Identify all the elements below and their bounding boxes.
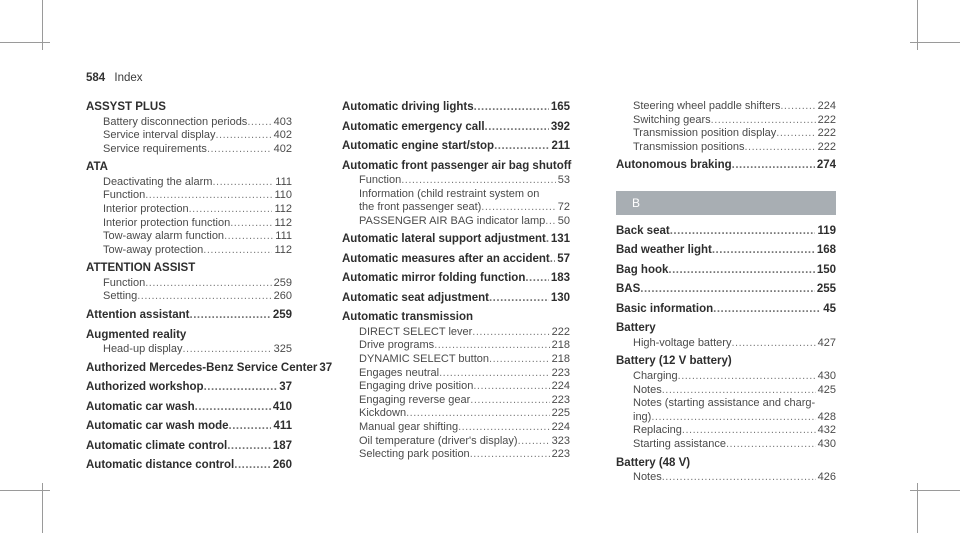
index-subentry[interactable] — [86, 116, 292, 130]
index-subentry[interactable] — [342, 353, 570, 367]
index-heading[interactable] — [86, 419, 292, 435]
index-column-3 — [616, 100, 836, 489]
leader-dots — [212, 176, 273, 190]
index-entry — [86, 328, 292, 357]
index-subentry-text: Head-up display — [103, 343, 183, 356]
index-heading-text: Automatic emergency call — [342, 120, 485, 133]
index-heading[interactable] — [86, 439, 292, 455]
index-heading[interactable] — [342, 139, 570, 155]
index-entry — [342, 310, 570, 461]
index-heading-text: ATTENTION ASSIST — [86, 262, 196, 275]
index-entry — [86, 439, 292, 455]
index-subentry-text: Transmission position display — [633, 127, 777, 140]
index-heading-text: ASSYST PLUS — [86, 101, 166, 113]
index-entry — [616, 321, 836, 350]
index-subentry[interactable] — [86, 230, 292, 244]
page-reference: 57 — [557, 252, 570, 265]
page-reference: 112 — [274, 202, 292, 215]
index-heading-text: Battery (48 V) — [616, 456, 691, 469]
index-subentry[interactable] — [616, 337, 836, 351]
index-subentry[interactable] — [616, 114, 836, 128]
index-subentry[interactable] — [86, 189, 292, 203]
index-heading[interactable] — [86, 400, 292, 416]
page-reference: 112 — [274, 243, 292, 256]
leader-dots — [711, 114, 816, 128]
index-entry — [616, 456, 836, 485]
leader-dots — [651, 411, 815, 425]
leader-dots — [189, 203, 273, 217]
leader-dots — [640, 282, 815, 298]
page-reference: 37 — [279, 381, 292, 394]
index-subentry[interactable] — [342, 326, 570, 340]
index-subentry[interactable] — [616, 100, 836, 114]
index-subentry-text: Setting — [103, 290, 138, 303]
page-reference: 425 — [817, 383, 836, 396]
index-heading[interactable] — [342, 291, 570, 307]
index-heading-text: Automatic engine start/stop — [342, 140, 495, 152]
index-subentry[interactable] — [616, 127, 836, 141]
index-subentry-text: Engages neutral — [359, 366, 440, 379]
page-reference: 260 — [273, 290, 292, 303]
index-subentry-text: Engaging reverse gear — [359, 393, 471, 406]
index-heading — [86, 160, 292, 176]
index-heading[interactable] — [616, 302, 836, 318]
page-reference: 224 — [817, 100, 836, 112]
page-reference: 427 — [817, 336, 836, 349]
index-subentry[interactable] — [342, 215, 570, 229]
index-heading[interactable] — [86, 308, 292, 324]
index-heading[interactable] — [342, 252, 570, 268]
page-reference: 323 — [551, 434, 570, 447]
page-reference: 110 — [274, 189, 292, 202]
entry-spacer — [616, 485, 836, 489]
index-subentry-text: High-voltage battery — [633, 336, 732, 349]
index-subentry[interactable] — [342, 435, 570, 449]
index-subentry-text: Kickdown — [359, 407, 407, 420]
index-heading-text: Automatic seat adjustment — [342, 291, 489, 304]
page-reference: 53 — [557, 174, 570, 186]
index-subentry[interactable] — [616, 141, 836, 155]
index-heading-text: Automatic climate control — [86, 439, 228, 452]
page-reference: 218 — [551, 339, 570, 352]
index-entry — [86, 308, 292, 324]
index-entry — [86, 458, 292, 474]
index-heading-text: Back seat — [616, 224, 670, 237]
crop-mark — [42, 0, 43, 50]
index-subentry[interactable] — [86, 277, 292, 291]
index-subentry[interactable] — [86, 129, 292, 143]
leader-dots — [401, 174, 556, 188]
index-subentry-text: Service requirements — [103, 142, 207, 155]
page-reference: 187 — [272, 439, 292, 452]
page-reference: 37 — [319, 361, 333, 374]
index-subentry-text: Drive programs — [359, 339, 435, 352]
index-heading-text: Authorized workshop — [86, 381, 204, 394]
page-reference: 430 — [817, 437, 836, 450]
index-subentry-text: PASSENGER AIR BAG indicator lamp — [359, 214, 546, 227]
index-subentry[interactable] — [616, 438, 836, 452]
leader-dots — [145, 189, 272, 203]
leader-dots — [234, 458, 271, 474]
index-heading[interactable] — [616, 224, 836, 240]
index-heading-text: BAS — [616, 283, 641, 296]
page-reference: 259 — [272, 309, 292, 322]
index-heading[interactable] — [342, 271, 570, 287]
index-subentry[interactable] — [342, 174, 570, 188]
page-number: 584 — [86, 72, 106, 84]
index-subentry[interactable] — [86, 176, 292, 190]
section-header: B — [616, 191, 836, 215]
index-subentry-text: DIRECT SELECT lever — [359, 325, 473, 338]
index-heading-text: Bag hook — [616, 263, 669, 276]
index-subentry-text: Function — [103, 189, 146, 202]
leader-dots — [434, 339, 549, 353]
index-heading — [86, 261, 292, 277]
page-reference: 223 — [551, 366, 570, 379]
page-reference: 222 — [817, 127, 836, 140]
page-reference: 45 — [823, 302, 836, 315]
page-reference: 211 — [551, 140, 570, 152]
leader-dots — [216, 129, 272, 143]
index-heading[interactable] — [616, 282, 836, 298]
index-subentry-text: Service interval display — [103, 129, 216, 142]
leader-dots — [406, 407, 550, 421]
index-heading-text: Automatic car wash mode — [86, 420, 229, 433]
page-reference: 119 — [817, 224, 836, 237]
index-heading-text: Automatic measures after an accident — [342, 252, 550, 265]
page-reference: 222 — [817, 113, 836, 126]
leader-dots — [473, 380, 549, 394]
index-subentry-text: Manual gear shifting — [359, 421, 459, 434]
index-entry — [86, 261, 292, 304]
index-heading[interactable] — [342, 120, 570, 136]
index-heading-text: Attention assistant — [86, 309, 190, 322]
index-subentry-text: Function — [103, 276, 146, 289]
leader-dots — [229, 419, 272, 435]
page-reference: 430 — [817, 369, 836, 382]
index-heading-text: Automatic lateral support adjustment — [342, 233, 546, 246]
page-reference: 112 — [274, 216, 292, 229]
page-reference: 165 — [550, 101, 570, 113]
leader-dots — [485, 120, 549, 136]
index-subentry[interactable] — [86, 244, 292, 258]
index-entry — [342, 100, 570, 116]
leader-dots — [195, 400, 271, 416]
index-entry — [86, 361, 333, 377]
leader-dots — [713, 302, 821, 318]
page-reference: 410 — [272, 400, 292, 413]
index-subentry-text: Starting assistance — [633, 437, 726, 450]
page-reference: 183 — [550, 272, 570, 285]
page-reference: 402 — [273, 142, 292, 155]
page-reference: 260 — [272, 459, 292, 472]
index-column-1 — [86, 100, 333, 478]
page-reference: 222 — [551, 325, 570, 338]
leader-dots — [776, 127, 815, 141]
leader-dots — [227, 439, 271, 455]
page-reference: 325 — [273, 343, 292, 356]
page-reference: 392 — [550, 120, 570, 133]
index-heading-text: Basic information — [616, 302, 714, 315]
leader-dots — [247, 116, 271, 130]
index-entry — [342, 139, 570, 155]
index-entry — [616, 243, 836, 259]
index-subentry[interactable] — [616, 424, 836, 438]
index-subentry-text: Interior protection function — [103, 216, 231, 229]
index-subentry-text: Notes (starting assistance and charg- — [633, 397, 816, 410]
index-subentry[interactable] — [86, 143, 292, 157]
index-entry — [342, 232, 570, 248]
index-subentry-text: DYNAMIC SELECT button — [359, 353, 490, 366]
index-heading — [616, 456, 836, 472]
index-heading-text: Automatic front passenger air bag shutoff — [342, 159, 572, 172]
index-subentry-text: Notes — [633, 471, 662, 484]
page-reference: 223 — [551, 448, 570, 461]
leader-dots — [662, 384, 816, 398]
index-subentry[interactable] — [342, 421, 570, 435]
leader-dots — [732, 158, 815, 174]
index-subentry[interactable] — [86, 343, 292, 357]
index-entry — [86, 160, 292, 257]
index-heading[interactable] — [86, 458, 292, 474]
leader-dots — [662, 471, 816, 485]
index-subentry-text: Battery disconnection periods — [103, 115, 248, 128]
index-heading-text: Autonomous braking — [616, 159, 732, 172]
index-subentry-text: Oil temperature (driver's display) — [359, 434, 518, 447]
entry-spacer — [86, 474, 292, 478]
index-subentry-text: Transmission positions — [633, 140, 745, 153]
page-reference: 50 — [557, 214, 570, 227]
crop-mark — [42, 483, 43, 533]
index-heading-text: ATA — [86, 161, 108, 174]
index-heading[interactable] — [616, 263, 836, 279]
index-subentry-text: Charging — [633, 369, 678, 382]
page-reference: 222 — [817, 140, 836, 153]
index-entry — [86, 100, 292, 156]
page-reference: 225 — [551, 407, 570, 420]
index-subentry[interactable] — [342, 407, 570, 421]
page-header — [86, 72, 143, 84]
leader-dots — [489, 291, 549, 307]
index-entry — [342, 271, 570, 287]
index-entry — [616, 263, 836, 279]
index-subentry-text: Replacing — [633, 424, 682, 437]
index-subentry-text: Switching gears — [633, 113, 711, 126]
index-subentry-text: the front passenger seat) — [359, 201, 482, 214]
index-heading[interactable] — [342, 100, 570, 116]
index-subentry-text: Deactivating the alarm — [103, 175, 213, 188]
leader-dots — [545, 215, 555, 229]
index-heading-text: Battery — [616, 322, 656, 335]
index-heading-text: Automatic driving lights — [342, 101, 474, 113]
index-subentry[interactable] — [342, 339, 570, 353]
page-reference: 224 — [551, 421, 570, 434]
page-reference: 255 — [816, 283, 836, 296]
page-reference: 150 — [816, 263, 836, 276]
leader-dots — [470, 448, 550, 462]
leader-dots — [731, 337, 815, 351]
index-entry — [86, 419, 292, 435]
page-reference: 224 — [551, 380, 570, 393]
leader-dots — [204, 380, 278, 396]
leader-dots — [145, 277, 271, 291]
page-reference: 403 — [273, 115, 292, 128]
index-subentry[interactable] — [342, 448, 570, 462]
page-reference: 218 — [551, 353, 570, 366]
leader-dots — [668, 263, 814, 279]
page-reference: 274 — [816, 159, 836, 172]
index-heading — [616, 354, 836, 370]
index-heading[interactable] — [86, 361, 333, 377]
index-subentry-text: Notes — [633, 383, 662, 396]
leader-dots — [481, 201, 555, 215]
index-heading-text: Augmented reality — [86, 328, 187, 341]
leader-dots — [230, 217, 272, 231]
index-subentry[interactable] — [616, 411, 836, 425]
leader-dots — [712, 243, 815, 259]
leader-dots — [670, 224, 816, 240]
leader-dots — [678, 370, 816, 384]
leader-dots — [489, 353, 550, 367]
leader-dots — [224, 230, 273, 244]
index-subentry-text: Function — [359, 174, 402, 186]
index-heading[interactable] — [616, 243, 836, 259]
index-entry — [616, 224, 836, 240]
index-entry — [616, 302, 836, 318]
leader-dots — [518, 435, 550, 449]
index-entry — [342, 120, 570, 136]
page-reference: 259 — [273, 276, 292, 289]
page-reference: 168 — [816, 244, 836, 257]
index-heading-text: Authorized Mercedes-Benz Service Center — [86, 361, 318, 374]
page-reference: 432 — [817, 424, 836, 437]
index-subentry[interactable] — [342, 201, 570, 215]
leader-dots — [494, 139, 549, 155]
crop-mark — [917, 483, 918, 533]
leader-dots — [183, 343, 272, 357]
index-entry — [86, 380, 292, 396]
page-reference: 111 — [275, 230, 292, 243]
index-column-2 — [342, 100, 570, 466]
leader-dots — [207, 143, 272, 157]
index-heading — [342, 310, 570, 326]
page-reference: 426 — [817, 471, 836, 484]
index-subentry-text: Engaging drive position — [359, 380, 474, 393]
index-entry — [342, 252, 570, 268]
index-heading-text: Automatic transmission — [342, 311, 473, 324]
page-reference: 402 — [273, 129, 292, 142]
index-heading — [616, 321, 836, 337]
index-entry — [342, 159, 570, 229]
index-subentry[interactable] — [86, 203, 292, 217]
index-subentry[interactable] — [616, 471, 836, 485]
index-subentry[interactable] — [616, 384, 836, 398]
index-heading-text: Bad weather light — [616, 244, 712, 257]
index-heading-text: Battery (12 V battery) — [616, 355, 732, 368]
index-subentry-text: Tow-away protection — [103, 243, 204, 256]
entry-spacer — [342, 462, 570, 466]
index-subentry[interactable] — [616, 370, 836, 384]
crop-mark — [917, 0, 918, 50]
index-subentry-text: Selecting park position — [359, 448, 470, 461]
index-subentry[interactable] — [342, 367, 570, 381]
index-heading[interactable] — [616, 158, 836, 174]
leader-dots — [439, 367, 550, 381]
index-heading — [342, 159, 570, 175]
leader-dots — [780, 100, 815, 114]
index-entry — [616, 282, 836, 298]
index-heading-text: Automatic distance control — [86, 459, 235, 472]
leader-dots — [474, 100, 549, 116]
leader-dots — [726, 438, 816, 452]
index-subentry[interactable] — [86, 290, 292, 304]
page-reference: 111 — [275, 175, 292, 188]
index-entry — [86, 400, 292, 416]
index-subentry[interactable] — [342, 394, 570, 408]
index-subentry-text: Interior protection — [103, 202, 189, 215]
leader-dots — [190, 308, 271, 324]
index-entry — [342, 291, 570, 307]
leader-dots — [137, 290, 271, 304]
leader-dots — [458, 421, 550, 435]
index-heading — [86, 100, 292, 116]
index-entry — [616, 158, 836, 174]
leader-dots — [203, 244, 272, 258]
leader-dots — [682, 424, 816, 438]
index-subentry[interactable] — [342, 380, 570, 394]
page-reference: 131 — [550, 233, 570, 246]
index-entry — [616, 354, 836, 451]
index-subentry-text: Tow-away alarm function — [103, 230, 225, 243]
leader-dots — [470, 394, 549, 408]
entry-spacer — [616, 174, 836, 178]
index-heading-text: Automatic car wash — [86, 400, 195, 413]
index-subentry-text: Steering wheel paddle shifters — [633, 100, 781, 112]
leader-dots — [744, 141, 815, 155]
index-heading — [86, 328, 292, 344]
index-heading[interactable] — [86, 380, 292, 396]
leader-dots — [525, 271, 548, 287]
index-heading-text: Automatic mirror folding function — [342, 272, 526, 285]
page-reference: 428 — [817, 410, 836, 423]
leader-dots — [472, 326, 549, 340]
page-reference: 72 — [557, 201, 570, 214]
page-reference: 130 — [550, 291, 570, 304]
page-reference: 411 — [273, 420, 292, 433]
index-subentry[interactable] — [86, 217, 292, 231]
index-subentry-text: ing) — [633, 410, 652, 423]
page-title: Index — [114, 72, 143, 84]
page-reference: 223 — [551, 393, 570, 406]
index-entry — [616, 100, 836, 154]
index-heading[interactable] — [342, 232, 570, 248]
index-subentry-text: Information (child restraint system on — [359, 187, 540, 200]
